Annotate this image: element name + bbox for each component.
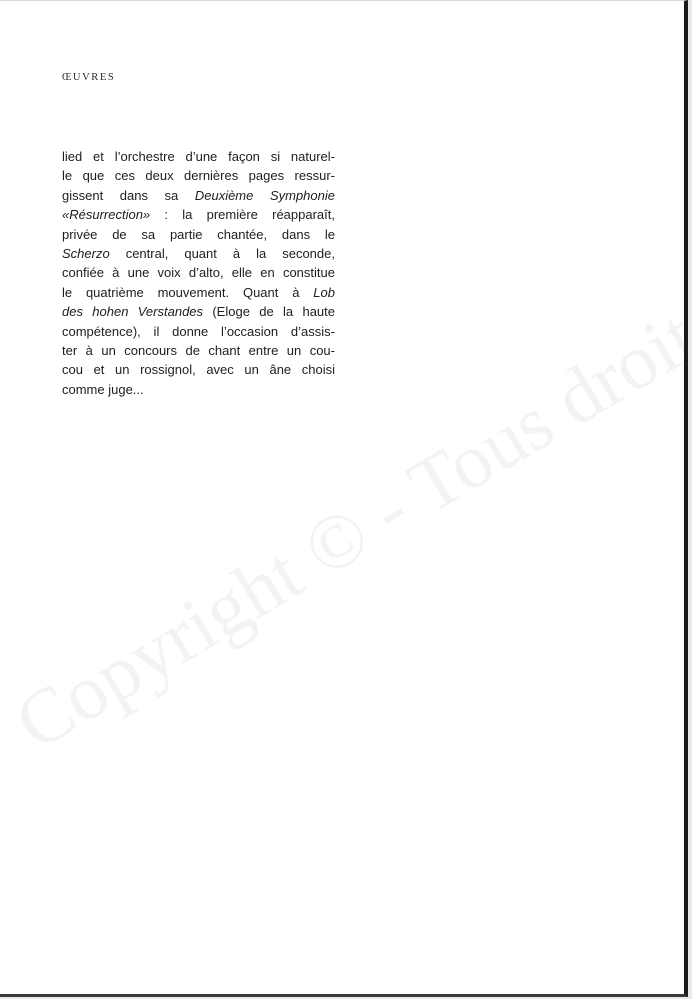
italic-title-segment: Deuxième Symphonie	[194, 187, 335, 203]
text-line	[62, 263, 335, 282]
italic-title-segment: Scherzo	[62, 245, 110, 261]
body-text	[62, 147, 335, 399]
text-segment: : la première réapparaît,	[150, 207, 335, 223]
text-line	[62, 302, 335, 321]
italic-title-segment: «Résurrection»	[62, 207, 151, 223]
text-segment: ter à un concours de chant entre un cou-	[62, 342, 335, 358]
text-line	[62, 186, 335, 205]
text-segment: lied et l’orchestre d’une façon si naturel-	[62, 149, 335, 164]
text-line	[62, 360, 335, 379]
text-segment: gissent dans sa	[62, 187, 195, 203]
text-line	[62, 283, 335, 302]
text-segment: privée de sa partie chantée, dans le	[62, 226, 335, 242]
text-line	[62, 225, 335, 244]
text-segment: compétence), il donne l’occasion d’assis-	[62, 323, 335, 339]
text-line	[62, 341, 335, 360]
text-line	[62, 380, 335, 399]
italic-title-segment: Lob	[313, 284, 335, 300]
italic-title-segment: des hohen Verstandes	[62, 304, 204, 320]
text-segment: (Eloge de la haute	[203, 304, 335, 320]
text-segment: central, quant à la seconde,	[109, 245, 335, 261]
text-line	[62, 322, 335, 341]
text-line	[62, 166, 335, 185]
text-line	[62, 244, 335, 263]
text-segment: le quatrième mouvement. Quant à	[62, 284, 314, 300]
running-head: ŒUVRES	[62, 72, 116, 83]
text-segment: confiée à une voix d’alto, elle en constitue	[62, 265, 335, 281]
text-segment: le que ces deux dernières pages ressur-	[62, 168, 335, 184]
text-segment: cou et un rossignol, avec un âne choisi	[62, 362, 335, 378]
text-line	[62, 205, 335, 224]
text-line	[62, 147, 335, 166]
text-segment: comme juge...	[62, 381, 144, 397]
